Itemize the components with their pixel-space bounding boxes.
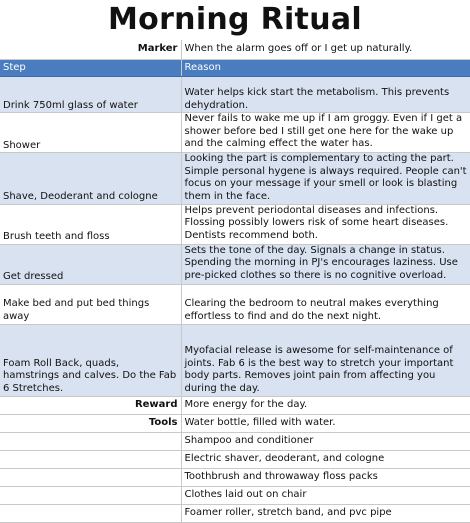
marker-row xyxy=(0,40,470,60)
tool-item: Foamer roller, stretch band, and pvc pipe xyxy=(181,504,470,522)
reason-cell: Myofacial release is awesome for self-maintenance of joints. Fab 6 is the best way to stretch your important body parts. Removes joint pain from affecting you during the day. xyxy=(181,324,470,396)
tools-row xyxy=(0,450,470,468)
reward-row xyxy=(0,396,470,414)
tool-item: Electric shaver, deoderant, and cologne xyxy=(181,450,470,468)
step-cell: Get dressed xyxy=(0,244,181,284)
table-row xyxy=(0,113,470,153)
reason-cell: Water helps kick start the metabolism. This prevents dehydration. xyxy=(181,77,470,113)
reason-cell: Clearing the bedroom to neutral makes everything effortless to find and do the next night. xyxy=(181,284,470,324)
step-cell: Shave, Deoderant and cologne xyxy=(0,153,181,204)
table-row xyxy=(0,153,470,204)
reason-header: Reason xyxy=(181,60,470,77)
tools-row xyxy=(0,504,470,522)
tools-label: Tools xyxy=(0,414,181,432)
tool-item: Toothbrush and throwaway floss packs xyxy=(181,468,470,486)
reason-cell: Helps prevent periodontal diseases and infections. Flossing possibly lowers risk of some heart diseases. Dentists recommend both. xyxy=(181,204,470,244)
header-row xyxy=(0,60,470,77)
reward-text: More energy for the day. xyxy=(181,396,470,414)
table-row xyxy=(0,204,470,244)
tool-item: Clothes laid out on chair xyxy=(181,486,470,504)
tools-row xyxy=(0,432,470,450)
step-cell: Make bed and put bed things away xyxy=(0,284,181,324)
reason-cell: Sets the tone of the day. Signals a change in status. Spending the morning in PJ's encourages laziness. Use pre-picked clothes so there is no cognitive overload. xyxy=(181,244,470,284)
step-cell: Foam Roll Back, quads, hamstrings and calves. Do the Fab 6 Stretches. xyxy=(0,324,181,396)
tools-row xyxy=(0,486,470,504)
reason-cell: Never fails to wake me up if I am groggy. Even if I get a shower before bed I still get one here for the wake up and the calming effect the water has. xyxy=(181,113,470,153)
tool-item: Water bottle, filled with water. xyxy=(181,414,470,432)
tools-row xyxy=(0,468,470,486)
marker-label: Marker xyxy=(0,40,181,60)
step-cell: Brush teeth and floss xyxy=(0,204,181,244)
ritual-table xyxy=(0,40,470,523)
page-title: Morning Ritual xyxy=(108,2,362,37)
table-row xyxy=(0,244,470,284)
table-row xyxy=(0,77,470,113)
tool-item: Shampoo and conditioner xyxy=(181,432,470,450)
table-row xyxy=(0,324,470,396)
table-row xyxy=(0,284,470,324)
reward-label: Reward xyxy=(0,396,181,414)
marker-text: When the alarm goes off or I get up naturally. xyxy=(181,40,470,60)
reason-cell: Looking the part is complementary to acting the part. Simple personal hygene is always required. People can't focus on your message if your smell or look is blasting them in the face. xyxy=(181,153,470,204)
tools-row xyxy=(0,414,470,432)
step-cell: Drink 750ml glass of water xyxy=(0,77,181,113)
step-cell: Shower xyxy=(0,113,181,153)
step-header: Step xyxy=(0,60,181,77)
